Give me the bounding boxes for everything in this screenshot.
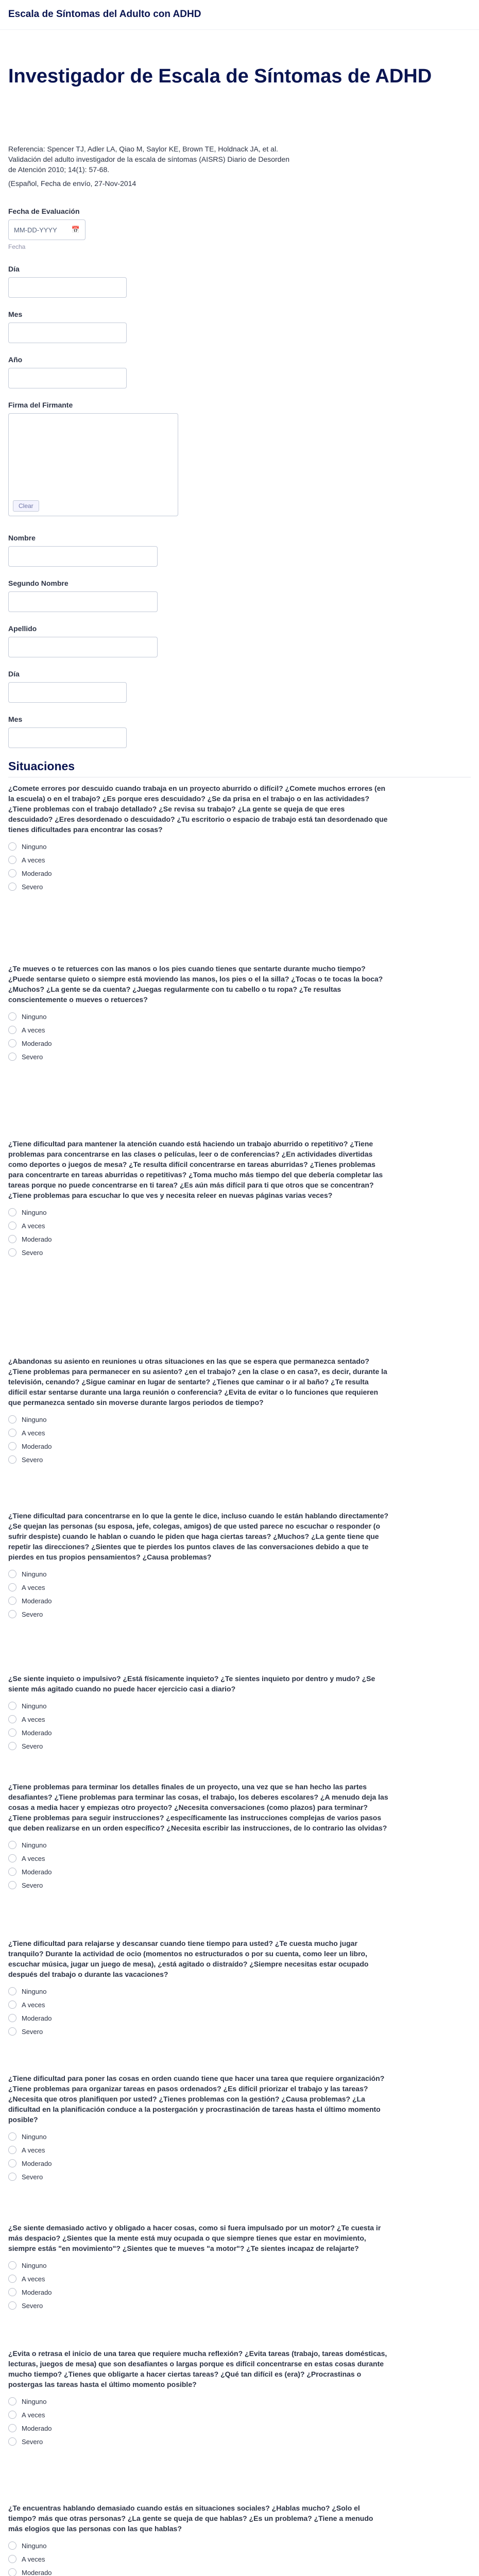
- radio-button[interactable]: [8, 1039, 16, 1047]
- option-label: Ninguno: [22, 2132, 47, 2141]
- radio-button[interactable]: [8, 2424, 16, 2432]
- option-severo[interactable]: [8, 1608, 471, 1620]
- option-a-veces[interactable]: [8, 1714, 471, 1725]
- option-severo[interactable]: [8, 1247, 471, 1258]
- question-text: ¿Te mueves o te retuerces con las manos o los pies cuando tienes que sentarte durante mucho tiempo? ¿Puede sentarse quieto o siempre está moviendo las manos, los pies o el la silla? ¿Tocas o te tocas la boca? ¿Muchos? ¿La gente se da cuenta? ¿Juegas regularmente con tu cabello o tu ropa? ¿Te resultas conscientemente o mueves o retuerces?: [8, 964, 383, 1004]
- option-label: Ninguno: [22, 1012, 47, 1021]
- radio-button[interactable]: [8, 1597, 16, 1605]
- radio-button[interactable]: [8, 2555, 16, 2563]
- option-label: Moderado: [22, 1728, 52, 1737]
- option-label: Severo: [22, 1742, 43, 1750]
- option-label: Moderado: [22, 1039, 52, 1047]
- radio-button[interactable]: [8, 1442, 16, 1450]
- radio-button[interactable]: [8, 2146, 16, 2154]
- option-label: Ninguno: [22, 1208, 47, 1216]
- dia-label: Día: [8, 265, 20, 273]
- option-label: Ninguno: [22, 2541, 47, 2550]
- option-label: Moderado: [22, 1442, 52, 1450]
- radio-button[interactable]: [8, 1610, 16, 1618]
- fecha-label: Fecha de Evaluación: [8, 207, 80, 215]
- radio-button[interactable]: [8, 2159, 16, 2167]
- dia2-label: Día: [8, 670, 20, 678]
- option-severo[interactable]: [8, 1454, 471, 1465]
- option-ninguno[interactable]: [8, 1568, 471, 1580]
- mes2-label: Mes: [8, 715, 23, 723]
- apellido-input[interactable]: [8, 637, 158, 657]
- option-label: Severo: [22, 1053, 43, 1061]
- option-label: Severo: [22, 1455, 43, 1464]
- mes-input[interactable]: [8, 323, 127, 343]
- question-text: ¿Se siente inquieto o impulsivo? ¿Está físicamente inquieto? ¿Te sientes inquieto por dentro y mudo? ¿Se siente más agitado cuando no puede hacer ejercicio casi a diario?: [8, 1674, 375, 1693]
- radio-button[interactable]: [8, 2261, 16, 2269]
- option-a-veces[interactable]: [8, 2144, 471, 2156]
- form-edition: (Español, Fecha de envío, 27-Nov-2014: [8, 179, 136, 188]
- option-label: Severo: [22, 2437, 43, 2446]
- question-6: [8, 1673, 471, 1754]
- option-a-veces[interactable]: [8, 2409, 471, 2420]
- option-moderado[interactable]: [8, 1038, 471, 1049]
- question-text: ¿Se siente demasiado activo y obligado a hacer cosas, como si fuera impulsado por un motor? ¿Te cuesta ir más despacio? ¿Sientes que la mente está muy ocupada o que siempre tienes que estar en movimiento, siempre estás "en movimiento"? ¿Sientes que te mueves "a motor"? ¿Te sientes incapaz de relajarte?: [8, 2224, 381, 2252]
- form-title: Investigador de Escala de Síntomas de ADHD: [8, 65, 432, 87]
- radio-button[interactable]: [8, 1742, 16, 1750]
- option-label: Moderado: [22, 869, 52, 877]
- option-label: Moderado: [22, 2424, 52, 2432]
- option-moderado[interactable]: [8, 1233, 471, 1245]
- question-4: [8, 1356, 471, 1467]
- option-label: Ninguno: [22, 842, 47, 851]
- option-label: Severo: [22, 1881, 43, 1889]
- fecha-field: [8, 207, 85, 250]
- option-ninguno[interactable]: [8, 1839, 471, 1851]
- apellido-label: Apellido: [8, 624, 37, 633]
- question-text: ¿Tiene problemas para terminar los detalles finales de un proyecto, una vez que se han hecho las partes desafiantes? ¿Tiene problemas para terminar las cosas, el trabajo, los deberes escolares? ¿A menudo deja las cosas a media hacer y empiezas otro proyecto? ¿Necesita conversaciones (como plazos) para terminar? ¿Tiene problemas para seguir instrucciones? ¿específicamente las instrucciones complejas de varios pasos que deben realizarse en un orden específico? ¿Necesita escribir las instrucciones, de lo contrario las olvidas?: [8, 1783, 388, 1832]
- radio-button[interactable]: [8, 1854, 16, 1862]
- radio-button[interactable]: [8, 842, 16, 851]
- option-severo[interactable]: [8, 1740, 471, 1752]
- mes-field: [8, 310, 127, 343]
- option-severo[interactable]: [8, 881, 471, 892]
- option-label: A veces: [22, 2275, 45, 2283]
- app-header: [0, 0, 479, 30]
- option-moderado[interactable]: [8, 1866, 471, 1877]
- mes2-input[interactable]: [8, 727, 127, 748]
- option-label: A veces: [22, 1715, 45, 1723]
- question-11: [8, 2348, 471, 2449]
- radio-button[interactable]: [8, 1012, 16, 1021]
- radio-button[interactable]: [8, 1222, 16, 1230]
- question-10: [8, 2223, 471, 2313]
- option-label: Severo: [22, 1248, 43, 1257]
- option-ninguno[interactable]: [8, 2260, 471, 2271]
- radio-button[interactable]: [8, 1841, 16, 1849]
- firma-field: [8, 401, 178, 516]
- radio-button[interactable]: [8, 1455, 16, 1464]
- radio-button[interactable]: [8, 1583, 16, 1591]
- form-cover: [8, 65, 471, 188]
- radio-button[interactable]: [8, 883, 16, 891]
- question-8: [8, 1938, 471, 2039]
- option-severo[interactable]: [8, 2300, 471, 2311]
- question-text: ¿Te encuentras hablando demasiado cuando estás en situaciones sociales? ¿Hablas mucho? ¿Solo el tiempo? más que otras personas? ¿La gente se queja de que hablas? ¿Es un problema? ¿Tiene a menudo más elogios que las personas con las que hablas?: [8, 2504, 373, 2533]
- option-label: A veces: [22, 2411, 45, 2419]
- option-moderado[interactable]: [8, 2158, 471, 2169]
- option-label: A veces: [22, 1854, 45, 1862]
- option-label: A veces: [22, 2146, 45, 2154]
- form-reference: Referencia: Spencer TJ, Adler LA, Qiao M, Saylor KE, Brown TE, Holdnack JA, et al. Validación del adulto investigador de la escala de síntomas (AISRS) Diario de Desorden de Atención 2010; 14(1): 57-68.: [8, 145, 290, 174]
- segundo-nombre-field: [8, 579, 158, 612]
- radio-button[interactable]: [8, 1570, 16, 1578]
- option-label: Moderado: [22, 1235, 52, 1243]
- radio-button[interactable]: [8, 2132, 16, 2141]
- option-a-veces[interactable]: [8, 1024, 471, 1036]
- segundo-nombre-label: Segundo Nombre: [8, 579, 69, 587]
- firma-label: Firma del Firmante: [8, 401, 73, 409]
- option-label: Severo: [22, 2301, 43, 2310]
- anio-input[interactable]: [8, 368, 127, 388]
- option-moderado[interactable]: [8, 2567, 471, 2576]
- question-7: [8, 1782, 471, 1893]
- section-title: Situaciones: [8, 759, 75, 773]
- option-moderado[interactable]: [8, 2286, 471, 2298]
- radio-button[interactable]: [8, 2014, 16, 2022]
- dia-input[interactable]: [8, 277, 127, 298]
- dia2-field: [8, 670, 127, 703]
- radio-button[interactable]: [8, 1053, 16, 1061]
- question-text: ¿Comete errores por descuido cuando trabaja en un proyecto aburrido o difícil? ¿Comete muchos errores (en la escuela) o en el trabajo? ¿Es porque eres descuidado? ¿Se da prisa en el trabajo o en las actividades? ¿Tiene problemas con el trabajo detallado? ¿Se revisa su trabajo? ¿La gente se queja de que eres descuidado? ¿Eres desordenado o descuidado? ¿Tu escritorio o espacio de trabajo está tan desordenado que tienes dificultades para encontrar las cosas?: [8, 784, 388, 834]
- option-ninguno[interactable]: [8, 841, 471, 852]
- option-label: A veces: [22, 1429, 45, 1437]
- option-label: Ninguno: [22, 1702, 47, 1710]
- anio-field: [8, 355, 127, 388]
- question-text: ¿Tiene dificultad para concentrarse en lo que la gente le dice, incluso cuando le están hablando directamente? ¿Se quejan las personas (su esposa, jefe, colegas, amigos) de que usted parece no escuchar o responder (o sufrir despiste) cuando le hablan o cuando le piden que haga ciertas tareas? ¿Muchos? ¿La gente tiene que repetir las direcciones? ¿Sientes que te pierdes los puntos claves de las conversaciones debido a que te pierdes en tus propios pensamientos? ¿Causa problemas?: [8, 1512, 389, 1561]
- nombre-input[interactable]: [8, 546, 158, 567]
- option-label: Moderado: [22, 2014, 52, 2022]
- option-label: Ninguno: [22, 1415, 47, 1423]
- dia-field: [8, 265, 127, 298]
- option-a-veces[interactable]: [8, 2553, 471, 2565]
- apellido-field: [8, 624, 158, 657]
- question-text: ¿Abandonas su asiento en reuniones u otras situaciones en las que se espera que permanezca sentado? ¿Tiene problemas para permanecer en su asiento? ¿en el trabajo? ¿en la clase o en casa?, es decir, durante la televisión, cenando? ¿Sigue caminar en lugar de sentarte? ¿Tienes que caminar o ir al baño? ¿Te resulta difícil estar sentarse durante una larga reunión o conferencia? ¿Evita de evitar o lo funciones que requieren que permanezca sentado sin moverse durante largos periodos de tiempo?: [8, 1357, 387, 1406]
- option-moderado[interactable]: [8, 2422, 471, 2434]
- anio-label: Año: [8, 355, 23, 364]
- option-severo[interactable]: [8, 2026, 471, 2037]
- radio-button[interactable]: [8, 1248, 16, 1257]
- option-label: Moderado: [22, 1597, 52, 1605]
- fecha-input[interactable]: [8, 219, 85, 240]
- option-a-veces[interactable]: [8, 1220, 471, 1231]
- option-label: Moderado: [22, 2568, 52, 2576]
- option-label: Severo: [22, 2173, 43, 2181]
- nombre-field: [8, 534, 158, 567]
- option-a-veces[interactable]: [8, 1999, 471, 2010]
- option-label: Severo: [22, 883, 43, 891]
- option-label: Moderado: [22, 1868, 52, 1876]
- option-moderado[interactable]: [8, 1727, 471, 1738]
- option-ninguno[interactable]: [8, 2131, 471, 2142]
- fecha-hint: Fecha: [8, 243, 26, 250]
- option-label: A veces: [22, 1026, 45, 1034]
- segundo-nombre-input[interactable]: [8, 591, 158, 612]
- question-1: [8, 783, 471, 894]
- nombre-label: Nombre: [8, 534, 36, 542]
- radio-button[interactable]: [8, 2288, 16, 2296]
- option-a-veces[interactable]: [8, 1582, 471, 1593]
- calendar-icon[interactable]: 📅: [71, 226, 80, 233]
- question-5: [8, 1511, 471, 1622]
- option-severo[interactable]: [8, 1051, 471, 1062]
- signature-pad[interactable]: [8, 413, 178, 516]
- question-12: [8, 2503, 471, 2576]
- dia2-input[interactable]: [8, 682, 127, 703]
- radio-button[interactable]: [8, 2275, 16, 2283]
- question-text: ¿Tiene dificultad para mantener la atención cuando está haciendo un trabajo aburrido o repetitivo? ¿Tiene problemas para concentrarse en las clases o películas, leer o de conferencias? ¿En actividades divertidas como deportes o juegos de mesa? ¿Te resulta difícil concentrarse en tareas aburridas? ¿Tienes problemas para concentrarte en tareas aburridas o repetitivas? ¿Toma mucho más tiempo del que debería completar las tareas porque no puede concentrarse en ti tarea? ¿Es aún más difícil para ti que otros que se concentran? ¿Tiene problemas para escuchar lo que ves y necesita releer en nuevas páginas varias veces?: [8, 1140, 383, 1199]
- question-text: ¿Evita o retrasa el inicio de una tarea que requiere mucha reflexión? ¿Evita tareas (trabajo, tareas domésticas, lecturas, juegos de mesa) que son desafiantes o largas porque es difícil concentrarse en estas cosas durante mucho tiempo? ¿Tienes que obligarte a hacer ciertas tareas? ¿Qué tan difícil es (era)? ¿Procrastinas o postergas las tareas hasta el último momento posible?: [8, 2349, 387, 2388]
- question-9: [8, 2073, 471, 2184]
- radio-button[interactable]: [8, 1987, 16, 1995]
- radio-button[interactable]: [8, 2301, 16, 2310]
- option-ninguno[interactable]: [8, 1011, 471, 1022]
- option-severo[interactable]: [8, 1879, 471, 1891]
- option-moderado[interactable]: [8, 1595, 471, 1606]
- radio-button[interactable]: [8, 1881, 16, 1889]
- option-ninguno[interactable]: [8, 2396, 471, 2407]
- radio-button[interactable]: [8, 1429, 16, 1437]
- question-3: [8, 1139, 471, 1260]
- option-label: A veces: [22, 1222, 45, 1230]
- radio-button[interactable]: [8, 2541, 16, 2550]
- signature-clear-button[interactable]: Clear: [13, 500, 39, 512]
- radio-button[interactable]: [8, 2568, 16, 2576]
- radio-button[interactable]: [8, 2027, 16, 2036]
- radio-button[interactable]: [8, 869, 16, 877]
- option-label: A veces: [22, 2001, 45, 2009]
- option-label: Ninguno: [22, 2397, 47, 2405]
- radio-button[interactable]: [8, 1715, 16, 1723]
- radio-button[interactable]: [8, 1702, 16, 1710]
- mes-label: Mes: [8, 310, 23, 318]
- radio-button[interactable]: [8, 2437, 16, 2446]
- option-moderado[interactable]: [8, 1440, 471, 1452]
- option-ninguno[interactable]: [8, 1414, 471, 1425]
- option-label: Moderado: [22, 2159, 52, 2167]
- mes2-field: [8, 715, 127, 748]
- radio-button[interactable]: [8, 856, 16, 864]
- option-ninguno[interactable]: [8, 2540, 471, 2551]
- option-label: Ninguno: [22, 1570, 47, 1578]
- option-label: Severo: [22, 1610, 43, 1618]
- option-a-veces[interactable]: [8, 1427, 471, 1438]
- option-ninguno[interactable]: [8, 1986, 471, 1997]
- radio-button[interactable]: [8, 1235, 16, 1243]
- radio-button[interactable]: [8, 2397, 16, 2405]
- question-text: ¿Tiene dificultad para poner las cosas en orden cuando tiene que hacer una tarea que requiere organización? ¿Tiene problemas para organizar tareas en pasos ordenados? ¿Es difícil priorizar el trabajo y las tareas? ¿Necesita que otros planifiquen por usted? ¿Tienes problemas con la gestión? ¿Causa problemas? ¿La dificultad en la planificación conduce a la postergación y procrastinación de tareas hasta el último momento posible?: [8, 2074, 385, 2124]
- radio-button[interactable]: [8, 1415, 16, 1423]
- option-label: A veces: [22, 856, 45, 864]
- fecha-placeholder: MM-DD-YYYY: [14, 226, 57, 234]
- option-ninguno[interactable]: [8, 1700, 471, 1711]
- option-moderado[interactable]: [8, 868, 471, 879]
- option-moderado[interactable]: [8, 2012, 471, 2024]
- option-label: Ninguno: [22, 1987, 47, 1995]
- option-a-veces[interactable]: [8, 1853, 471, 1864]
- radio-button[interactable]: [8, 2001, 16, 2009]
- option-label: Ninguno: [22, 2261, 47, 2269]
- radio-button[interactable]: [8, 1868, 16, 1876]
- option-a-veces[interactable]: [8, 2273, 471, 2284]
- option-label: Severo: [22, 2027, 43, 2036]
- app-title: Escala de Síntomas del Adulto con ADHD: [8, 9, 201, 20]
- question-text: ¿Tiene dificultad para relajarse y descansar cuando tiene tiempo para usted? ¿Te cuesta mucho jugar tranquilo? Durante la actividad de ocio (momentos no estructurados o por su cuenta, como leer un libro, escuchar música, jugar un juego de mesa), ¿está agitado o distraído? ¿Siempre necesitas estar ocupado después del trabajo o durante las vacaciones?: [8, 1939, 369, 1978]
- form-sheet: [0, 30, 479, 2576]
- option-label: A veces: [22, 2555, 45, 2563]
- option-label: Moderado: [22, 2288, 52, 2296]
- option-label: A veces: [22, 1583, 45, 1591]
- question-2: [8, 963, 471, 1064]
- radio-button[interactable]: [8, 2173, 16, 2181]
- option-ninguno[interactable]: [8, 1207, 471, 1218]
- option-severo[interactable]: [8, 2436, 471, 2447]
- option-a-veces[interactable]: [8, 854, 471, 866]
- radio-button[interactable]: [8, 1026, 16, 1034]
- option-label: Ninguno: [22, 1841, 47, 1849]
- radio-button[interactable]: [8, 2411, 16, 2419]
- radio-button[interactable]: [8, 1728, 16, 1737]
- radio-button[interactable]: [8, 1208, 16, 1216]
- option-severo[interactable]: [8, 2171, 471, 2182]
